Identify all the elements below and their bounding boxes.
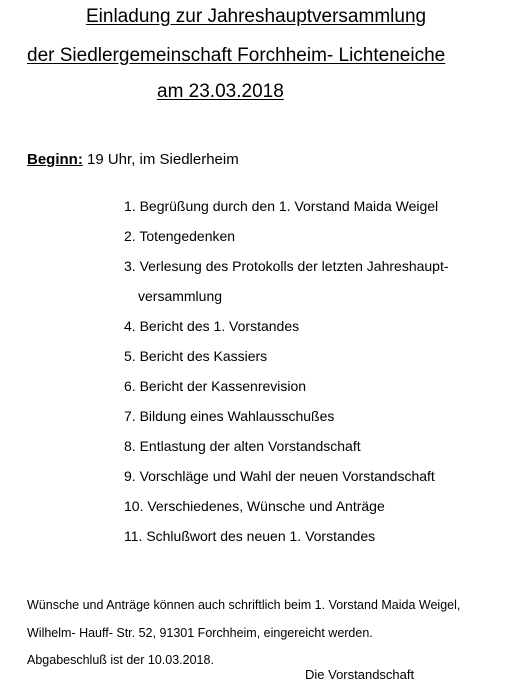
footer-note-line-2: Wilhelm- Hauff- Str. 52, 91301 Forchheim, eingereicht werden.	[27, 626, 373, 640]
agenda-item-8: 8. Entlastung der alten Vorstandschaft	[124, 438, 361, 454]
title-line-1: Einladung zur Jahreshauptversammlung	[86, 6, 427, 27]
agenda-item-10: 10. Verschiedenes, Wünsche und Anträge	[124, 498, 385, 514]
agenda-item-1: 1. Begrüßung durch den 1. Vorstand Maida Weigel	[124, 198, 439, 214]
begin-info	[27, 150, 239, 170]
agenda-item-7: 7. Bildung eines Wahlausschußes	[124, 408, 335, 424]
agenda-item-11: 11. Schlußwort des neuen 1. Vorstandes	[124, 528, 376, 544]
title-line-3-date: am 23.03.2018	[157, 81, 284, 102]
agenda-item-4: 4. Bericht des 1. Vorstandes	[124, 318, 300, 334]
begin-label: Beginn:	[27, 151, 83, 168]
agenda-item-5: 5. Bericht des Kassiers	[124, 348, 268, 364]
agenda-item-3: 3. Verlesung des Protokolls der letzten Jahreshaupt-	[124, 258, 449, 274]
agenda-item-9: 9. Vorschläge und Wahl der neuen Vorstandschaft	[124, 468, 435, 484]
signature: Die Vorstandschaft	[305, 667, 415, 682]
agenda-item-2: 2. Totengedenken	[124, 228, 236, 244]
deadline-note: Abgabeschluß ist der 10.03.2018.	[27, 653, 214, 667]
title-line-2: der Siedlergemeinschaft Forchheim- Lichteneiche	[27, 45, 446, 66]
agenda-item-3-continuation: versammlung	[138, 288, 223, 304]
footer-note-line-1: Wünsche und Anträge können auch schriftlich beim 1. Vorstand Maida Weigel,	[27, 598, 461, 612]
begin-time-location: 19 Uhr, im Siedlerheim	[82, 151, 239, 168]
agenda-item-6: 6. Bericht der Kassenrevision	[124, 378, 307, 394]
